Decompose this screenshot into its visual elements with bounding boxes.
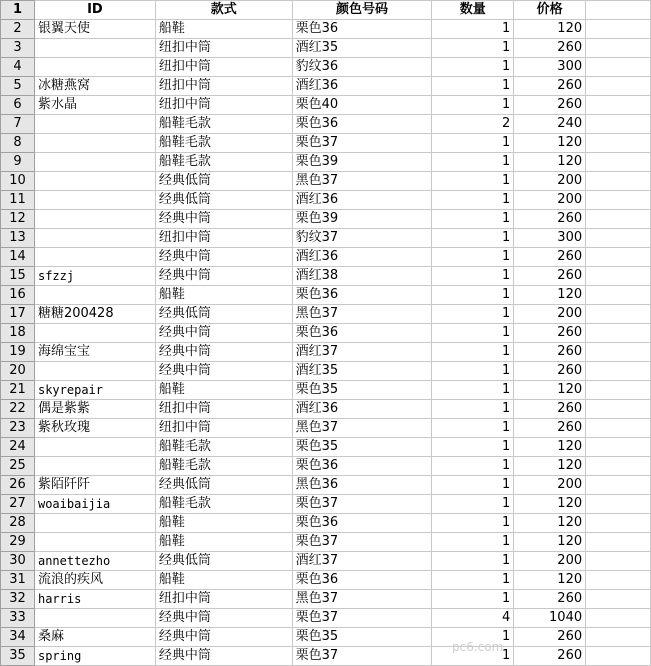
row-number[interactable]: 32 bbox=[1, 590, 35, 609]
cell-price[interactable]: 120 bbox=[514, 20, 586, 39]
cell-style[interactable]: 纽扣中筒 bbox=[155, 58, 292, 77]
cell-style[interactable]: 经典中筒 bbox=[155, 248, 292, 267]
cell-style[interactable]: 船鞋 bbox=[155, 20, 292, 39]
cell-price[interactable]: 260 bbox=[514, 77, 586, 96]
cell-price[interactable]: 260 bbox=[514, 324, 586, 343]
cell-price[interactable]: 120 bbox=[514, 533, 586, 552]
empty-cell[interactable] bbox=[586, 514, 651, 533]
header-cell-id[interactable]: ID bbox=[34, 1, 155, 20]
cell-color[interactable]: 栗色37 bbox=[292, 647, 432, 666]
cell-style[interactable]: 船鞋 bbox=[155, 381, 292, 400]
row-number[interactable]: 28 bbox=[1, 514, 35, 533]
table-row bbox=[1, 533, 651, 552]
row-number[interactable]: 5 bbox=[1, 77, 35, 96]
cell-style[interactable]: 船鞋 bbox=[155, 533, 292, 552]
cell-qty[interactable]: 1 bbox=[432, 533, 514, 552]
cell-style[interactable]: 经典低筒 bbox=[155, 172, 292, 191]
cell-style[interactable]: 经典中筒 bbox=[155, 628, 292, 647]
empty-cell[interactable] bbox=[586, 647, 651, 666]
table-row bbox=[1, 172, 651, 191]
row-number[interactable]: 33 bbox=[1, 609, 35, 628]
row-number[interactable]: 16 bbox=[1, 286, 35, 305]
empty-cell[interactable] bbox=[586, 153, 651, 172]
cell-price[interactable]: 200 bbox=[514, 552, 586, 571]
row-number[interactable]: 21 bbox=[1, 381, 35, 400]
empty-cell[interactable] bbox=[586, 267, 651, 286]
cell-style[interactable]: 纽扣中筒 bbox=[155, 400, 292, 419]
cell-id[interactable]: 紫陌阡阡 bbox=[34, 476, 155, 495]
cell-style[interactable]: 纽扣中筒 bbox=[155, 77, 292, 96]
table-row bbox=[1, 115, 651, 134]
cell-id[interactable] bbox=[34, 609, 155, 628]
table-row bbox=[1, 552, 651, 571]
cell-color[interactable]: 栗色36 bbox=[292, 457, 432, 476]
empty-cell[interactable] bbox=[586, 457, 651, 476]
cell-color[interactable]: 黑色37 bbox=[292, 419, 432, 438]
row-number[interactable]: 18 bbox=[1, 324, 35, 343]
cell-color[interactable]: 栗色37 bbox=[292, 533, 432, 552]
cell-style[interactable]: 经典中筒 bbox=[155, 210, 292, 229]
row-number[interactable]: 23 bbox=[1, 419, 35, 438]
cell-price[interactable]: 200 bbox=[514, 172, 586, 191]
cell-style[interactable]: 纽扣中筒 bbox=[155, 229, 292, 248]
empty-cell[interactable] bbox=[586, 39, 651, 58]
cell-style[interactable]: 纽扣中筒 bbox=[155, 590, 292, 609]
cell-id[interactable]: spring bbox=[34, 647, 155, 666]
cell-color[interactable]: 栗色36 bbox=[292, 20, 432, 39]
row-number[interactable]: 26 bbox=[1, 476, 35, 495]
cell-id[interactable]: 偶是紫紫 bbox=[34, 400, 155, 419]
row-number[interactable]: 12 bbox=[1, 210, 35, 229]
empty-cell[interactable] bbox=[586, 438, 651, 457]
row-number[interactable]: 2 bbox=[1, 20, 35, 39]
cell-qty[interactable]: 1 bbox=[432, 191, 514, 210]
cell-id[interactable]: 桑麻 bbox=[34, 628, 155, 647]
table-row bbox=[1, 438, 651, 457]
cell-color[interactable]: 栗色36 bbox=[292, 514, 432, 533]
cell-qty[interactable]: 1 bbox=[432, 438, 514, 457]
cell-style[interactable]: 经典中筒 bbox=[155, 267, 292, 286]
row-number[interactable]: 17 bbox=[1, 305, 35, 324]
cell-qty[interactable]: 1 bbox=[432, 419, 514, 438]
row-number[interactable]: 8 bbox=[1, 134, 35, 153]
cell-color[interactable]: 黑色37 bbox=[292, 305, 432, 324]
cell-color[interactable]: 栗色36 bbox=[292, 571, 432, 590]
cell-color[interactable]: 酒红36 bbox=[292, 248, 432, 267]
cell-qty[interactable]: 1 bbox=[432, 134, 514, 153]
cell-id[interactable] bbox=[34, 514, 155, 533]
empty-cell[interactable] bbox=[586, 58, 651, 77]
cell-style[interactable]: 船鞋毛款 bbox=[155, 115, 292, 134]
cell-id[interactable]: harris bbox=[34, 590, 155, 609]
empty-cell[interactable] bbox=[586, 495, 651, 514]
cell-style[interactable]: 纽扣中筒 bbox=[155, 39, 292, 58]
cell-qty[interactable]: 1 bbox=[432, 590, 514, 609]
table-row bbox=[1, 476, 651, 495]
cell-color[interactable]: 酒红37 bbox=[292, 552, 432, 571]
cell-id[interactable] bbox=[34, 248, 155, 267]
cell-qty[interactable]: 4 bbox=[432, 609, 514, 628]
cell-id[interactable] bbox=[34, 134, 155, 153]
cell-style[interactable]: 纽扣中筒 bbox=[155, 419, 292, 438]
cell-price[interactable]: 120 bbox=[514, 495, 586, 514]
empty-cell[interactable] bbox=[586, 77, 651, 96]
cell-price[interactable]: 120 bbox=[514, 381, 586, 400]
cell-price[interactable]: 120 bbox=[514, 438, 586, 457]
cell-price[interactable]: 120 bbox=[514, 514, 586, 533]
cell-price[interactable]: 120 bbox=[514, 457, 586, 476]
empty-cell[interactable] bbox=[586, 1, 651, 20]
table-row bbox=[1, 96, 651, 115]
cell-id[interactable]: 海绵宝宝 bbox=[34, 343, 155, 362]
cell-id[interactable]: 流浪的疾风 bbox=[34, 571, 155, 590]
empty-cell[interactable] bbox=[586, 324, 651, 343]
cell-price[interactable]: 260 bbox=[514, 362, 586, 381]
cell-style[interactable]: 经典低筒 bbox=[155, 305, 292, 324]
cell-price[interactable]: 300 bbox=[514, 229, 586, 248]
cell-style[interactable]: 经典低筒 bbox=[155, 552, 292, 571]
cell-qty[interactable]: 1 bbox=[432, 286, 514, 305]
cell-id[interactable] bbox=[34, 172, 155, 191]
cell-qty[interactable]: 1 bbox=[432, 324, 514, 343]
table-row bbox=[1, 609, 651, 628]
row-number[interactable]: 22 bbox=[1, 400, 35, 419]
empty-cell[interactable] bbox=[586, 533, 651, 552]
cell-style[interactable]: 经典中筒 bbox=[155, 609, 292, 628]
row-number[interactable]: 6 bbox=[1, 96, 35, 115]
cell-price[interactable]: 120 bbox=[514, 571, 586, 590]
cell-price[interactable]: 200 bbox=[514, 305, 586, 324]
table-row bbox=[1, 343, 651, 362]
table-row bbox=[1, 267, 651, 286]
cell-style[interactable]: 经典低筒 bbox=[155, 191, 292, 210]
cell-id[interactable] bbox=[34, 438, 155, 457]
header-cell-style[interactable]: 款式 bbox=[155, 1, 292, 20]
cell-style[interactable]: 经典中筒 bbox=[155, 324, 292, 343]
cell-price[interactable]: 300 bbox=[514, 58, 586, 77]
cell-id[interactable] bbox=[34, 39, 155, 58]
table-row bbox=[1, 419, 651, 438]
table-row bbox=[1, 191, 651, 210]
cell-style[interactable]: 经典中筒 bbox=[155, 647, 292, 666]
empty-cell[interactable] bbox=[586, 229, 651, 248]
empty-cell[interactable] bbox=[586, 96, 651, 115]
cell-color[interactable]: 酒红38 bbox=[292, 267, 432, 286]
cell-price[interactable]: 260 bbox=[514, 647, 586, 666]
empty-cell[interactable] bbox=[586, 419, 651, 438]
empty-cell[interactable] bbox=[586, 552, 651, 571]
cell-color[interactable]: 栗色37 bbox=[292, 609, 432, 628]
row-number[interactable]: 15 bbox=[1, 267, 35, 286]
cell-qty[interactable]: 1 bbox=[432, 362, 514, 381]
cell-qty[interactable]: 1 bbox=[432, 552, 514, 571]
cell-qty[interactable]: 1 bbox=[432, 20, 514, 39]
cell-qty[interactable]: 1 bbox=[432, 381, 514, 400]
row-number[interactable]: 4 bbox=[1, 58, 35, 77]
cell-qty[interactable]: 1 bbox=[432, 172, 514, 191]
cell-id[interactable] bbox=[34, 210, 155, 229]
cell-qty[interactable]: 1 bbox=[432, 248, 514, 267]
empty-cell[interactable] bbox=[586, 172, 651, 191]
cell-qty[interactable]: 1 bbox=[432, 58, 514, 77]
row-number[interactable]: 3 bbox=[1, 39, 35, 58]
cell-id[interactable] bbox=[34, 58, 155, 77]
cell-style[interactable]: 船鞋 bbox=[155, 514, 292, 533]
table-row bbox=[1, 248, 651, 267]
cell-style[interactable]: 经典中筒 bbox=[155, 362, 292, 381]
cell-qty[interactable]: 1 bbox=[432, 305, 514, 324]
cell-id[interactable] bbox=[34, 324, 155, 343]
cell-style[interactable]: 船鞋毛款 bbox=[155, 457, 292, 476]
cell-id[interactable] bbox=[34, 153, 155, 172]
cell-price[interactable]: 120 bbox=[514, 286, 586, 305]
header-cell-qty[interactable]: 数量 bbox=[432, 1, 514, 20]
table-row bbox=[1, 628, 651, 647]
cell-qty[interactable]: 2 bbox=[432, 115, 514, 134]
cell-price[interactable]: 120 bbox=[514, 134, 586, 153]
empty-cell[interactable] bbox=[586, 248, 651, 267]
cell-id[interactable] bbox=[34, 115, 155, 134]
cell-qty[interactable]: 1 bbox=[432, 153, 514, 172]
cell-id[interactable]: 冰糖燕窝 bbox=[34, 77, 155, 96]
cell-style[interactable]: 船鞋 bbox=[155, 571, 292, 590]
table-row bbox=[1, 134, 651, 153]
table-row bbox=[1, 571, 651, 590]
cell-price[interactable]: 240 bbox=[514, 115, 586, 134]
table-row bbox=[1, 362, 651, 381]
header-cell-color[interactable]: 颜色号码 bbox=[292, 1, 432, 20]
row-number[interactable]: 35 bbox=[1, 647, 35, 666]
cell-qty[interactable]: 1 bbox=[432, 571, 514, 590]
table-row bbox=[1, 590, 651, 609]
cell-qty[interactable]: 1 bbox=[432, 628, 514, 647]
cell-id[interactable] bbox=[34, 362, 155, 381]
cell-style[interactable]: 船鞋 bbox=[155, 286, 292, 305]
cell-style[interactable]: 经典中筒 bbox=[155, 343, 292, 362]
cell-color[interactable]: 黑色37 bbox=[292, 590, 432, 609]
table-row bbox=[1, 20, 651, 39]
row-number[interactable]: 20 bbox=[1, 362, 35, 381]
row-number[interactable]: 25 bbox=[1, 457, 35, 476]
cell-qty[interactable]: 1 bbox=[432, 495, 514, 514]
empty-cell[interactable] bbox=[586, 628, 651, 647]
cell-price[interactable]: 260 bbox=[514, 267, 586, 286]
empty-cell[interactable] bbox=[586, 609, 651, 628]
cell-id[interactable]: 紫水晶 bbox=[34, 96, 155, 115]
table-row bbox=[1, 210, 651, 229]
cell-price[interactable]: 260 bbox=[514, 419, 586, 438]
cell-price[interactable]: 200 bbox=[514, 191, 586, 210]
empty-cell[interactable] bbox=[586, 590, 651, 609]
cell-color[interactable]: 栗色37 bbox=[292, 495, 432, 514]
cell-price[interactable]: 200 bbox=[514, 476, 586, 495]
empty-cell[interactable] bbox=[586, 115, 651, 134]
cell-color[interactable]: 栗色35 bbox=[292, 628, 432, 647]
cell-style[interactable]: 船鞋毛款 bbox=[155, 134, 292, 153]
table-row bbox=[1, 39, 651, 58]
empty-cell[interactable] bbox=[586, 210, 651, 229]
cell-id[interactable]: skyrepair bbox=[34, 381, 155, 400]
cell-id[interactable]: woaibaijia bbox=[34, 495, 155, 514]
cell-id[interactable] bbox=[34, 286, 155, 305]
row-number-header[interactable]: 1 bbox=[1, 1, 35, 20]
cell-qty[interactable]: 1 bbox=[432, 343, 514, 362]
empty-cell[interactable] bbox=[586, 400, 651, 419]
table-row bbox=[1, 77, 651, 96]
cell-color[interactable]: 栗色39 bbox=[292, 210, 432, 229]
empty-cell[interactable] bbox=[586, 305, 651, 324]
table-row bbox=[1, 58, 651, 77]
row-number[interactable]: 14 bbox=[1, 248, 35, 267]
cell-price[interactable]: 260 bbox=[514, 96, 586, 115]
cell-id[interactable]: annettezho bbox=[34, 552, 155, 571]
cell-color[interactable]: 酒红35 bbox=[292, 39, 432, 58]
empty-cell[interactable] bbox=[586, 381, 651, 400]
cell-style[interactable]: 船鞋毛款 bbox=[155, 495, 292, 514]
table-row bbox=[1, 286, 651, 305]
row-number[interactable]: 27 bbox=[1, 495, 35, 514]
row-number[interactable]: 9 bbox=[1, 153, 35, 172]
empty-cell[interactable] bbox=[586, 362, 651, 381]
cell-id[interactable]: 银翼天使 bbox=[34, 20, 155, 39]
cell-price[interactable]: 120 bbox=[514, 153, 586, 172]
table-row bbox=[1, 647, 651, 666]
row-number[interactable]: 10 bbox=[1, 172, 35, 191]
cell-price[interactable]: 1040 bbox=[514, 609, 586, 628]
cell-color[interactable]: 栗色35 bbox=[292, 438, 432, 457]
table-row bbox=[1, 229, 651, 248]
cell-price[interactable]: 260 bbox=[514, 628, 586, 647]
cell-qty[interactable]: 1 bbox=[432, 476, 514, 495]
cell-color[interactable]: 酒红36 bbox=[292, 400, 432, 419]
cell-color[interactable]: 栗色36 bbox=[292, 286, 432, 305]
cell-color[interactable]: 酒红36 bbox=[292, 77, 432, 96]
row-number[interactable]: 34 bbox=[1, 628, 35, 647]
cell-qty[interactable]: 1 bbox=[432, 514, 514, 533]
table-row bbox=[1, 400, 651, 419]
cell-qty[interactable]: 1 bbox=[432, 96, 514, 115]
table-row bbox=[1, 324, 651, 343]
cell-style[interactable]: 船鞋毛款 bbox=[155, 438, 292, 457]
cell-price[interactable]: 260 bbox=[514, 39, 586, 58]
row-number[interactable]: 30 bbox=[1, 552, 35, 571]
empty-cell[interactable] bbox=[586, 134, 651, 153]
cell-qty[interactable]: 1 bbox=[432, 210, 514, 229]
cell-color[interactable]: 酒红35 bbox=[292, 362, 432, 381]
cell-color[interactable]: 黑色36 bbox=[292, 476, 432, 495]
cell-qty[interactable]: 1 bbox=[432, 229, 514, 248]
cell-qty[interactable]: 1 bbox=[432, 400, 514, 419]
cell-price[interactable]: 260 bbox=[514, 343, 586, 362]
cell-color[interactable]: 酒红37 bbox=[292, 343, 432, 362]
row-number[interactable]: 13 bbox=[1, 229, 35, 248]
row-number[interactable]: 31 bbox=[1, 571, 35, 590]
row-number[interactable]: 19 bbox=[1, 343, 35, 362]
cell-price[interactable]: 260 bbox=[514, 248, 586, 267]
table-row bbox=[1, 153, 651, 172]
grid-body bbox=[1, 1, 651, 666]
cell-id[interactable]: 糖糖200428 bbox=[34, 305, 155, 324]
cell-style[interactable]: 船鞋毛款 bbox=[155, 153, 292, 172]
cell-id[interactable] bbox=[34, 229, 155, 248]
row-number[interactable]: 24 bbox=[1, 438, 35, 457]
cell-color[interactable]: 栗色36 bbox=[292, 324, 432, 343]
cell-id[interactable] bbox=[34, 533, 155, 552]
cell-qty[interactable]: 1 bbox=[432, 457, 514, 476]
cell-style[interactable]: 纽扣中筒 bbox=[155, 96, 292, 115]
cell-color[interactable]: 酒红36 bbox=[292, 191, 432, 210]
header-row bbox=[1, 1, 651, 20]
cell-color[interactable]: 黑色37 bbox=[292, 172, 432, 191]
table-row bbox=[1, 495, 651, 514]
cell-id[interactable]: 紫秋玫瑰 bbox=[34, 419, 155, 438]
cell-qty[interactable]: 1 bbox=[432, 77, 514, 96]
cell-color[interactable]: 豹纹36 bbox=[292, 58, 432, 77]
empty-cell[interactable] bbox=[586, 571, 651, 590]
cell-color[interactable]: 栗色36 bbox=[292, 115, 432, 134]
empty-cell[interactable] bbox=[586, 343, 651, 362]
row-number[interactable]: 29 bbox=[1, 533, 35, 552]
table-row bbox=[1, 514, 651, 533]
cell-id[interactable]: sfzzj bbox=[34, 267, 155, 286]
cell-price[interactable]: 260 bbox=[514, 210, 586, 229]
header-cell-price[interactable]: 价格 bbox=[514, 1, 586, 20]
table-row bbox=[1, 305, 651, 324]
cell-qty[interactable]: 1 bbox=[432, 647, 514, 666]
empty-cell[interactable] bbox=[586, 20, 651, 39]
empty-cell[interactable] bbox=[586, 191, 651, 210]
empty-cell[interactable] bbox=[586, 286, 651, 305]
cell-color[interactable]: 栗色37 bbox=[292, 134, 432, 153]
cell-id[interactable] bbox=[34, 457, 155, 476]
row-number[interactable]: 7 bbox=[1, 115, 35, 134]
cell-color[interactable]: 栗色35 bbox=[292, 381, 432, 400]
cell-qty[interactable]: 1 bbox=[432, 39, 514, 58]
row-number[interactable]: 11 bbox=[1, 191, 35, 210]
cell-id[interactable] bbox=[34, 191, 155, 210]
cell-color[interactable]: 栗色40 bbox=[292, 96, 432, 115]
cell-color[interactable]: 栗色39 bbox=[292, 153, 432, 172]
watermark: pc6.com bbox=[452, 640, 504, 654]
cell-price[interactable]: 260 bbox=[514, 590, 586, 609]
cell-price[interactable]: 260 bbox=[514, 400, 586, 419]
cell-color[interactable]: 豹纹37 bbox=[292, 229, 432, 248]
cell-style[interactable]: 经典低筒 bbox=[155, 476, 292, 495]
table-row bbox=[1, 381, 651, 400]
table-row bbox=[1, 457, 651, 476]
cell-qty[interactable]: 1 bbox=[432, 267, 514, 286]
empty-cell[interactable] bbox=[586, 476, 651, 495]
